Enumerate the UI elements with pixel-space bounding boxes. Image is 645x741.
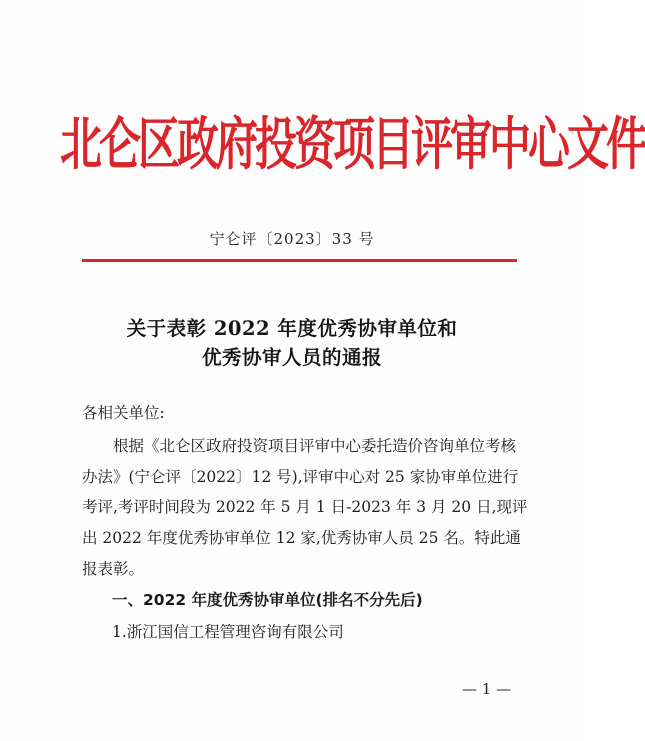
list-item: 1.浙江国信工程管理咨询有限公司 — [112, 623, 344, 641]
red-divider-line — [82, 259, 517, 262]
salutation: 各相关单位: — [82, 404, 165, 422]
paragraph-line: 报表彰。 — [82, 560, 145, 578]
section-heading: 一、2022 年度优秀协审单位(排名不分先后) — [112, 591, 423, 609]
red-header-title: 北仑区政府投资项目评审中心文件 — [60, 110, 645, 177]
paragraph-line: 考评,考评时间段为 2022 年 5 月 1 日-2023 年 3 月 20 日,现评 — [82, 498, 528, 516]
paragraph-line: 出 2022 年度优秀协审单位 12 家,优秀协审人员 25 名。特此通 — [82, 529, 521, 547]
document-number: 宁仑评〔2023〕33 号 — [209, 230, 375, 248]
notice-title-line-1: 关于表彰 2022 年度优秀协审单位和 — [126, 317, 458, 340]
paragraph-line: 办法》(宁仑评〔2022〕12 号),评审中心对 25 家协审单位进行 — [82, 468, 519, 486]
page-number: — 1 — — [462, 680, 512, 698]
notice-title-line-2: 优秀协审人员的通报 — [201, 346, 382, 369]
paragraph-line: 根据《北仑区政府投资项目评审中心委托造价咨询单位考核 — [113, 437, 517, 455]
